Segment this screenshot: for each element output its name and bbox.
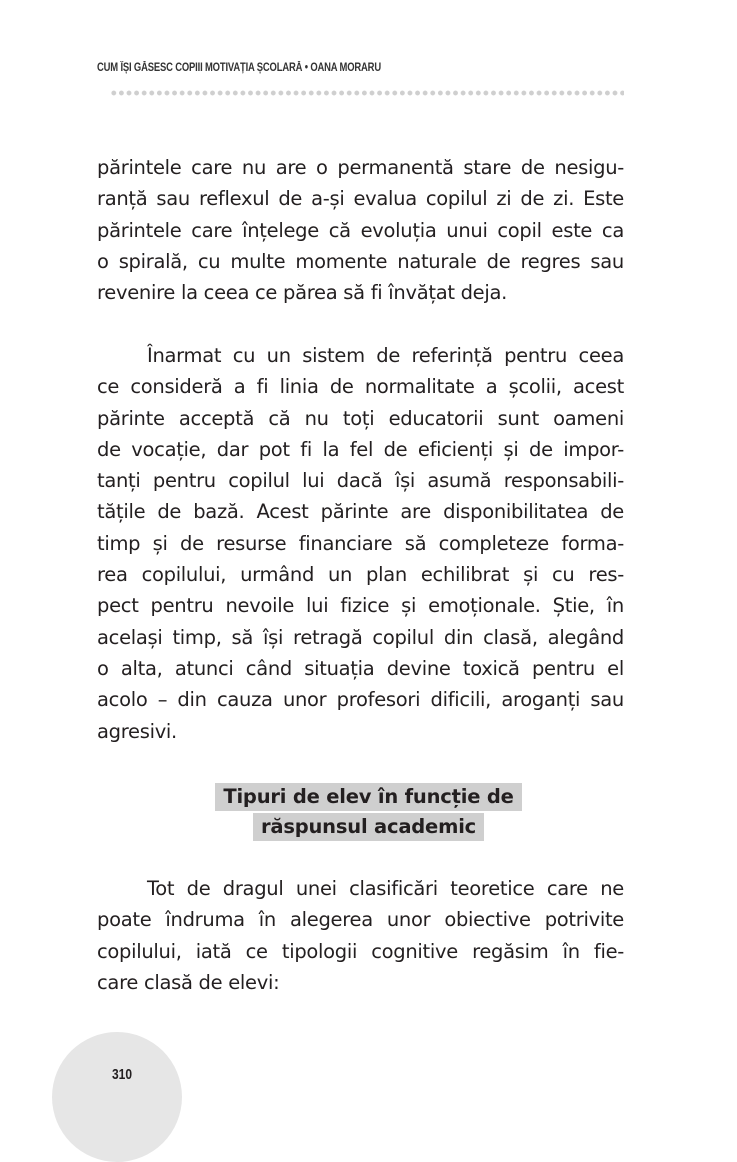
text-line: părintele care înțelege că evoluția unui copil este ca bbox=[97, 218, 624, 242]
text-line: tanți pentru copilul lui dacă își asumă responsabili- bbox=[97, 469, 624, 493]
text-line: ranță sau reflexul de a-și evalua copilul zi de zi. Este bbox=[97, 187, 624, 211]
text-line: tățile de bază. Acest părinte are disponibilitatea de bbox=[97, 500, 624, 524]
text-line: poate îndruma în alegerea unor obiective potrivite bbox=[97, 908, 624, 932]
text-line: părinte acceptă că nu toți educatorii sunt oameni bbox=[97, 406, 624, 430]
running-header: CUM ÎȘI GĂSESC COPIII MOTIVAȚIA ȘCOLARĂ • OANA MORARU bbox=[97, 62, 381, 74]
text-line: rea copilului, urmând un plan echilibrat și cu res- bbox=[97, 563, 624, 587]
text-line: o alta, atunci când situația devine toxică pentru el bbox=[97, 656, 624, 680]
text-line: de vocație, dar pot fi la fel de eficienți și de impor- bbox=[97, 437, 624, 461]
text-line: părintele care nu are o permanentă stare de nesigu- bbox=[97, 156, 624, 179]
paragraph-1 bbox=[97, 152, 624, 308]
paragraph-3 bbox=[97, 873, 624, 998]
text-line: același timp, să își retragă copilul din clasă, alegând bbox=[97, 625, 624, 649]
text-line: pect pentru nevoile lui fizice și emoționale. Știe, în bbox=[97, 594, 624, 618]
text-line: acolo – din cauza unor profesori dificili, aroganți sau bbox=[97, 688, 624, 712]
text-line: copilului, iată ce tipologii cognitive regăsim în fie- bbox=[97, 939, 624, 963]
section-heading-text: răspunsul academic bbox=[253, 813, 484, 841]
paragraph-2 bbox=[97, 340, 624, 747]
text-line: revenire la ceea ce părea să fi învățat deja. bbox=[97, 281, 508, 305]
section-heading-text: Tipuri de elev în funcție de bbox=[215, 783, 521, 811]
section-heading-line-2 bbox=[0, 813, 737, 841]
text-line: Tot de dragul unei clasificări teoretice care ne bbox=[147, 877, 624, 900]
text-line: timp și de resurse financiare să completeze forma- bbox=[97, 531, 624, 555]
text-line: Înarmat cu un sistem de referință pentru ceea bbox=[147, 344, 624, 367]
text-line: care clasă de elevi: bbox=[97, 970, 280, 994]
section-heading-line-1 bbox=[0, 783, 737, 811]
text-line: o spirală, cu multe momente naturale de regres sau bbox=[97, 249, 624, 273]
text-line: agresivi. bbox=[97, 719, 177, 743]
text-line: ce consideră a fi linia de normalitate a școlii, acest bbox=[97, 375, 624, 399]
dotted-divider bbox=[110, 90, 624, 96]
page-number: 310 bbox=[112, 1066, 133, 1083]
page-number-circle bbox=[52, 1032, 182, 1162]
